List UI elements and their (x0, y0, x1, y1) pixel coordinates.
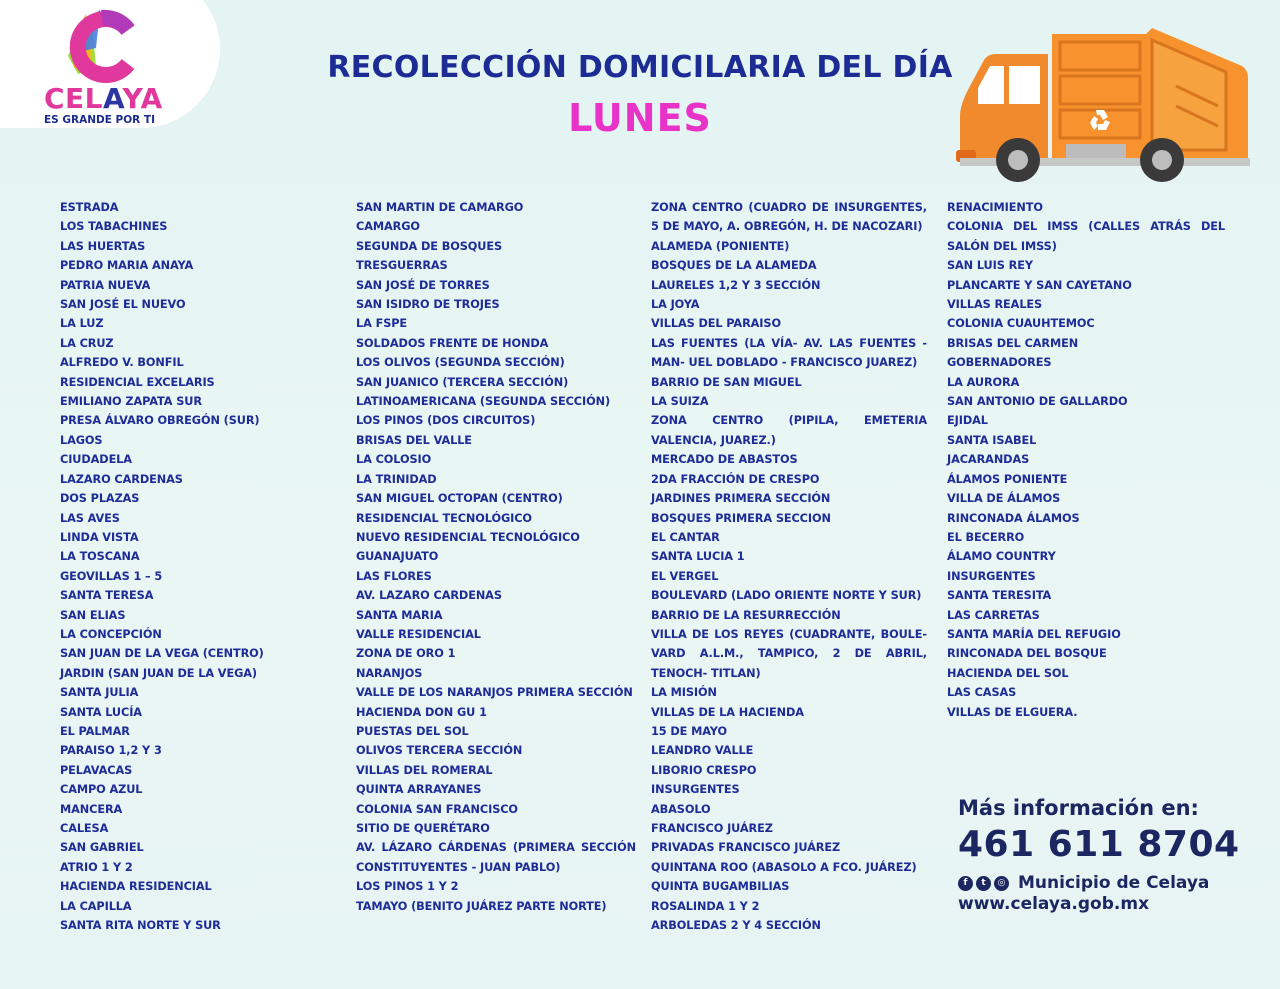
neighborhood-item: LAS HUERTAS (60, 239, 146, 253)
neighborhood-item: COLONIA DEL IMSS (CALLES ATRÁS DEL SALÓN DEL IMSS) (947, 220, 1225, 253)
contact-info (958, 796, 1258, 914)
neighborhood-column-2 (356, 198, 636, 916)
neighborhood-item: RESIDENCIAL EXCELARIS (60, 375, 215, 389)
neighborhood-item: LA LUZ (60, 317, 104, 331)
neighborhood-item: SANTA MARÍA DEL REFUGIO (947, 627, 1121, 641)
neighborhood-item: ROSALINDA 1 Y 2 (651, 899, 760, 913)
facebook-icon: f (958, 876, 973, 891)
neighborhood-item: CALESA (60, 822, 109, 835)
neighborhood-item: LIBORIO CRESPO (651, 763, 757, 777)
neighborhood-item: SAN ELIAS (60, 608, 126, 622)
neighborhood-item: RESIDENCIAL TECNOLÓGICO (356, 511, 532, 525)
neighborhood-item: SAN JOSÉ EL NUEVO (60, 298, 186, 312)
neighborhood-item: PEDRO MARIA ANAYA (60, 259, 194, 273)
neighborhood-item: ATRIO 1 Y 2 (60, 860, 133, 874)
neighborhood-item: VILLAS DEL PARAISO (651, 317, 781, 331)
neighborhood-item: NARANJOS (356, 666, 423, 680)
neighborhood-item: PELAVACAS (60, 763, 133, 777)
neighborhood-item: AV. LAZARO CARDENAS (356, 589, 502, 603)
neighborhood-item: JARDINES PRIMERA SECCIÓN (651, 492, 831, 506)
neighborhood-column-3 (651, 198, 927, 935)
neighborhood-item: EL PALMAR (60, 724, 130, 738)
neighborhood-item: SAN MARTIN DE CAMARGO (356, 201, 524, 214)
neighborhood-item: BOSQUES DE LA ALAMEDA (651, 259, 817, 273)
neighborhood-item: AV. LÁZARO CÁRDENAS (PRIMERA SECCIÓN CONSTITUYENTES - JUAN PABLO) (356, 841, 636, 874)
neighborhood-item: OLIVOS TERCERA SECCIÓN (356, 744, 523, 758)
neighborhood-item: RINCONADA ÁLAMOS (947, 511, 1080, 525)
neighborhood-item: LEANDRO VALLE (651, 744, 754, 758)
neighborhood-item: LA CONCEPCIÓN (60, 627, 162, 641)
neighborhood-item: 2DA FRACCIÓN DE CRESPO (651, 472, 820, 486)
neighborhood-item: TAMAYO (BENITO JUÁREZ PARTE NORTE) (356, 899, 607, 913)
neighborhood-item: PATRIA NUEVA (60, 278, 151, 292)
neighborhood-item: NUEVO RESIDENCIAL TECNOLÓGICO (356, 530, 580, 544)
neighborhood-item: SANTA TERESITA (947, 589, 1052, 603)
neighborhood-item: VILLA DE LOS REYES (CUADRANTE, BOULE- VARD A.L.M., TAMPICO, 2 DE ABRIL, TENOCH- TITLAN) (651, 627, 927, 680)
neighborhood-item: QUINTANA ROO (ABASOLO A FCO. JUÁREZ) (651, 860, 917, 874)
neighborhood-item: HACIENDA DON GU 1 (356, 705, 487, 719)
neighborhood-item: LOS PINOS 1 Y 2 (356, 880, 459, 894)
phone-number: 461 611 8704 (958, 824, 1240, 865)
neighborhood-item: CIUDADELA (60, 453, 132, 467)
neighborhood-item: SITIO DE QUERÉTARO (356, 822, 490, 835)
website-url: www.celaya.gob.mx (958, 894, 1150, 914)
neighborhood-item: LOS PINOS (DOS CIRCUITOS) (356, 414, 536, 428)
neighborhood-item: VILLAS DEL ROMERAL (356, 763, 493, 777)
neighborhood-item: BARRIO DE LA RESURRECCIÓN (651, 608, 841, 622)
neighborhood-item: SANTA MARIA (356, 608, 443, 622)
neighborhood-item: ÁLAMO COUNTRY (947, 550, 1056, 564)
neighborhood-item: QUINTA BUGAMBILIAS (651, 880, 790, 894)
neighborhood-item: BOULEVARD (LADO ORIENTE NORTE Y SUR) (651, 589, 922, 603)
neighborhood-item: INSURGENTES (947, 569, 1036, 583)
neighborhood-item: VILLAS REALES (947, 298, 1043, 312)
neighborhood-item: LINDA VISTA (60, 530, 139, 544)
instagram-icon: ◎ (994, 876, 1009, 891)
neighborhood-item: VALLE DE LOS NARANJOS PRIMERA SECCIÓN (356, 686, 633, 700)
neighborhood-item: LATINOAMERICANA (SEGUNDA SECCIÓN) (356, 395, 611, 409)
neighborhood-item: SAN JUAN DE LA VEGA (CENTRO) (60, 647, 264, 661)
neighborhood-item: LAZARO CARDENAS (60, 472, 183, 486)
neighborhood-item: DOS PLAZAS (60, 492, 140, 506)
neighborhood-item: RENACIMIENTO (947, 201, 1043, 214)
neighborhood-item: EJIDAL (947, 414, 988, 428)
neighborhood-item: ABASOLO (651, 802, 711, 816)
neighborhood-item: LAURELES 1,2 Y 3 SECCIÓN (651, 278, 821, 292)
neighborhood-item: ZONA CENTRO (PIPILA, EMETERIA VALENCIA, JUAREZ.) (651, 414, 927, 447)
logo-tagline: ES GRANDE POR TI (44, 114, 155, 126)
neighborhood-item: BRISAS DEL VALLE (356, 433, 472, 447)
municipality-name: Municipio de Celaya (1018, 873, 1210, 893)
neighborhood-item: GOBERNADORES (947, 356, 1052, 370)
garbage-truck-icon (956, 26, 1254, 184)
neighborhood-item: COLONIA SAN FRANCISCO (356, 802, 518, 816)
neighborhood-item: COLONIA CUAUHTEMOC (947, 317, 1095, 331)
neighborhood-item: SANTA TERESA (60, 589, 154, 603)
neighborhood-item: PLANCARTE Y SAN CAYETANO (947, 278, 1132, 292)
neighborhood-item: SAN ISIDRO DE TROJES (356, 298, 500, 312)
celaya-logo (40, 8, 163, 126)
info-label: Más información en: (958, 796, 1199, 820)
neighborhood-item: JARDIN (SAN JUAN DE LA VEGA) (60, 666, 257, 680)
neighborhood-item: 15 DE MAYO (651, 724, 727, 738)
celaya-c-icon (62, 8, 142, 84)
neighborhood-item: SAN JOSÉ DE TORRES (356, 278, 490, 292)
neighborhood-item: SAN LUIS REY (947, 259, 1033, 273)
neighborhood-item: FRANCISCO JUÁREZ (651, 822, 773, 835)
neighborhood-item: EL BECERRO (947, 530, 1025, 544)
neighborhood-item: VILLAS DE LA HACIENDA (651, 705, 804, 719)
neighborhood-item: CAMARGO (356, 220, 420, 234)
neighborhood-item: LOS TABACHINES (60, 220, 168, 234)
neighborhood-item: GEOVILLAS 1 – 5 (60, 569, 163, 583)
neighborhood-item: SAN MIGUEL OCTOPAN (CENTRO) (356, 492, 563, 506)
neighborhood-item: SANTA ISABEL (947, 433, 1037, 447)
neighborhood-item: MERCADO DE ABASTOS (651, 453, 798, 467)
neighborhood-item: SOLDADOS FRENTE DE HONDA (356, 336, 549, 350)
neighborhood-item: HACIENDA RESIDENCIAL (60, 880, 212, 894)
neighborhood-item: BOSQUES PRIMERA SECCION (651, 511, 831, 525)
logo-wordmark: CELAYA (44, 82, 163, 115)
neighborhood-item: LAS CARRETAS (947, 608, 1040, 622)
social-row (958, 873, 1258, 893)
neighborhood-item: SANTA JULIA (60, 686, 139, 700)
neighborhood-item: SEGUNDA DE BOSQUES (356, 239, 503, 253)
neighborhood-item: LAS CASAS (947, 686, 1017, 700)
neighborhood-item: BARRIO DE SAN MIGUEL (651, 375, 802, 389)
neighborhood-item: ESTRADA (60, 201, 119, 214)
twitter-icon: t (976, 876, 991, 891)
neighborhood-item: SAN ANTONIO DE GALLARDO (947, 395, 1128, 409)
neighborhood-item: ZONA CENTRO (CUADRO DE INSURGENTES, 5 DE MAYO, A. OBREGÓN, H. DE NACOZARI) (651, 201, 927, 234)
neighborhood-item: PARAISO 1,2 Y 3 (60, 744, 162, 758)
neighborhood-item: INSURGENTES (651, 783, 740, 797)
neighborhood-item: GUANAJUATO (356, 550, 439, 564)
neighborhood-item: VALLE RESIDENCIAL (356, 627, 481, 641)
neighborhood-item: JACARANDAS (947, 453, 1030, 467)
neighborhood-item: SANTA LUCIA 1 (651, 550, 745, 564)
neighborhood-item: LAS FUENTES (LA VÍA- AV. LAS FUENTES - MAN- UEL DOBLADO - FRANCISCO JUAREZ) (651, 336, 927, 370)
neighborhood-item: RINCONADA DEL BOSQUE (947, 647, 1107, 661)
neighborhood-item: ALAMEDA (PONIENTE) (651, 239, 790, 253)
neighborhood-item: LA AURORA (947, 375, 1020, 389)
neighborhood-item: LA COLOSIO (356, 453, 432, 467)
neighborhood-column-4 (947, 198, 1225, 722)
neighborhood-item: ALFREDO V. BONFIL (60, 356, 184, 370)
neighborhood-item: BRISAS DEL CARMEN (947, 336, 1079, 350)
day-label: LUNES (568, 96, 712, 140)
page-title: RECOLECCIÓN DOMICILARIA DEL DÍA (327, 50, 953, 85)
neighborhood-item: SAN JUANICO (TERCERA SECCIÓN) (356, 375, 569, 389)
neighborhood-item: LAGOS (60, 433, 103, 447)
neighborhood-item: HACIENDA DEL SOL (947, 666, 1069, 680)
neighborhood-item: LA FSPE (356, 317, 408, 331)
neighborhood-item: LA TRINIDAD (356, 472, 437, 486)
neighborhood-item: LAS FLORES (356, 569, 432, 583)
neighborhood-item: MANCERA (60, 802, 123, 816)
neighborhood-item: PRIVADAS FRANCISCO JUÁREZ (651, 841, 841, 855)
neighborhood-item: EMILIANO ZAPATA SUR (60, 395, 202, 409)
neighborhood-item: ZONA DE ORO 1 (356, 647, 456, 661)
neighborhood-item: ARBOLEDAS 2 Y 4 SECCIÓN (651, 919, 821, 933)
neighborhood-item: EL VERGEL (651, 569, 719, 583)
neighborhood-item: VILLAS DE ELGUERA. (947, 705, 1078, 719)
neighborhood-item: SAN GABRIEL (60, 841, 144, 855)
neighborhood-item: SANTA LUCÍA (60, 705, 142, 719)
neighborhood-item: ÁLAMOS PONIENTE (947, 472, 1068, 486)
neighborhood-item: LA SUIZA (651, 395, 709, 409)
neighborhood-item: QUINTA ARRAYANES (356, 783, 482, 797)
neighborhood-item: SANTA RITA NORTE Y SUR (60, 919, 221, 933)
neighborhood-item: EL CANTAR (651, 530, 720, 544)
neighborhood-item: LA JOYA (651, 298, 700, 312)
neighborhood-item: VILLA DE ÁLAMOS (947, 492, 1061, 506)
neighborhood-item: TRESGUERRAS (356, 259, 448, 273)
neighborhood-item: PRESA ÁLVARO OBREGÓN (SUR) (60, 414, 260, 428)
neighborhood-item: LA MISIÓN (651, 686, 717, 700)
neighborhood-item: CAMPO AZUL (60, 783, 143, 797)
neighborhood-item: LA TOSCANA (60, 550, 140, 564)
neighborhood-item: LOS OLIVOS (SEGUNDA SECCIÓN) (356, 356, 565, 370)
neighborhood-item: PUESTAS DEL SOL (356, 724, 469, 738)
neighborhood-item: LA CAPILLA (60, 899, 132, 913)
neighborhood-column-1 (60, 198, 340, 935)
neighborhood-item: LAS AVES (60, 511, 120, 525)
neighborhood-item: LA CRUZ (60, 336, 114, 350)
